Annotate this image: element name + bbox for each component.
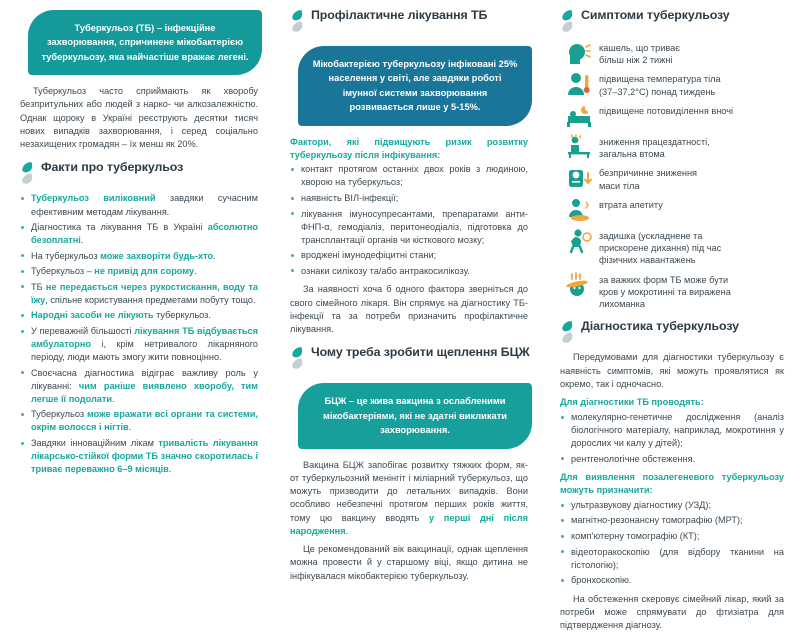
facts-heading <box>20 160 268 185</box>
column-two <box>276 4 538 581</box>
fact-item: Завдяки інноваційним лікам тривалість лікування лікарсько-стійкої форми ТБ значно скоротилась і триває переважно 6–9 місяців. <box>20 437 258 476</box>
column-three <box>546 4 794 631</box>
bcg-callout: БЦЖ – це жива вакцина з ослабленими мікобактеріями, які не здатні викликати захворювання. <box>298 383 532 448</box>
symptom-row <box>566 71 786 97</box>
intro-paragraph: Туберкульоз часто сприймають як хворобу безпритульних або людей з нарко- чи алкозалежністю. Однак щороку в Україні реєструють десятки тисяч нових випадків захворювання, і серед соціально незахищених громадян – їх менш як 20%. <box>20 86 258 150</box>
risk-factor-item: наявність ВІЛ-інфекції; <box>290 192 528 205</box>
diagnostics-subhead-one: Для діагностики ТБ проводять: <box>560 397 704 408</box>
leaf-icon <box>290 345 304 370</box>
appetite-loss-plate-icon <box>566 197 592 223</box>
diagnostics-subhead-two: Для виявлення позалегеневого туберкульозу можуть призначити: <box>560 472 784 496</box>
leaf-icon <box>20 160 34 185</box>
symptom-label: безпричинне зниження маси тіла <box>599 168 698 191</box>
risk-factors-list <box>290 163 528 280</box>
symptom-label: за важких форм ТБ може бути кров у мокротинні та виражена лихоманка <box>599 274 731 310</box>
diagnostics-intro: Передумовами для діагностики туберкульозу є наявність симптомів, які можуть проявлятися як окремо, так і одночасно. <box>560 352 784 389</box>
diagnostic-method-item: комп'ютерну томографію (КТ); <box>560 530 784 543</box>
fact-item: На туберкульоз може захворіти будь-хто. <box>20 250 258 263</box>
diagnostics-list-two <box>560 499 784 590</box>
head-cough-icon <box>566 40 592 66</box>
diagnostics-outro: На обстеження скеровує сімейний лікар, який за потреби може спрямувати до фтизіатра для підтвердження діагнозу. <box>560 593 784 631</box>
symptom-row <box>566 134 786 160</box>
diagnostic-method-item: молекулярно-генетичне дослідження (аналіз біологічного матеріалу, наприклад, мокротиння у дорослих чи калу у дітей); <box>560 411 784 450</box>
weight-loss-scale-icon <box>566 165 592 191</box>
symptoms-list <box>546 40 794 315</box>
risk-factor-item: ознаки силікозу та/або антракосилікозу. <box>290 265 528 278</box>
symptom-label: підвищена температура тіла (37–37,2°C) понад тиждень <box>599 74 721 97</box>
fact-item: У переважній більшості лікування ТБ відбувається амбулаторно і, крім нетривалого лікарняного періоду, люди мають змогу жити повноцінно. <box>20 325 258 364</box>
bcg-p1-c: . <box>345 525 349 536</box>
leaf-icon <box>290 8 304 33</box>
leaf-icon <box>560 8 574 33</box>
preventive-heading <box>290 8 538 33</box>
night-sweats-bed-icon <box>566 103 592 129</box>
symptom-row <box>566 40 786 66</box>
fatigue-desk-icon <box>566 134 592 160</box>
diagnostics-heading-text: Діагностика туберкульозу <box>581 319 739 334</box>
blood-sputum-fever-icon <box>566 272 592 298</box>
diagnostic-method-item: бронхоскопію. <box>560 574 784 587</box>
fact-item: Туберкульоз – не привід для сорому. <box>20 265 258 278</box>
fact-item: Народні засоби не лікують туберкульоз. <box>20 309 258 322</box>
bcg-heading-text: Чому треба зробити щеплення БЦЖ <box>311 345 530 360</box>
fact-item: Діагностика та лікування ТБ в Україні абсолютно безоплатні. <box>20 221 258 247</box>
bcg-paragraph-one <box>290 459 528 539</box>
bcg-paragraph-two: Це рекомендований вік вакцинації, однак щеплення можна провести й у старшому віці, якщо дитина не інфікувалася мікобактерією туберкульозу. <box>290 544 528 581</box>
risk-factor-item: контакт протягом останніх двох років з людиною, хворою на туберкульоз; <box>290 163 528 189</box>
shortness-breath-icon <box>566 228 592 254</box>
symptom-row <box>566 197 786 223</box>
symptom-label: підвищене потовиділення вночі <box>599 105 734 116</box>
bcg-p1-a: Вакцина БЦЖ запобігає розвитку тяжких форм, як-от туберкульозний менінгіт і міліарний туберкульоз, що можуть призводити до летальних випадків. Вони особливо небезпечні протягом перших років життя, тому цю вакцину вводять <box>290 459 528 523</box>
symptom-label: кашель, що триває більш ніж 2 тижні <box>599 43 680 66</box>
symptom-row <box>566 103 786 129</box>
risk-factors-intro: Фактори, які підвищують ризик розвитку туберкульозу після інфікування: <box>290 136 528 160</box>
facts-list <box>20 192 258 478</box>
symptom-label: зниження працездатності, загальна втома <box>599 136 710 160</box>
fact-item: Туберкульоз може вражати всі органи та системи, окрім волосся і нігтів. <box>20 408 258 434</box>
symptom-label: задишка (ускладнене та прискорене дихання) під час фізичних навантажень <box>599 230 722 266</box>
diagnostic-method-item: магнітно-резонансну томографію (МРТ); <box>560 514 784 527</box>
bcg-p1-highlight: у перші дні після народження <box>290 512 528 536</box>
symptom-row <box>566 272 786 311</box>
diagnostic-method-item: відеоторакоскопію (для відбору тканини на гістологію); <box>560 546 784 572</box>
diagnostic-method-item: ультразвукову діагностику (УЗД); <box>560 499 784 512</box>
symptoms-heading-text: Симптоми туберкульозу <box>581 8 730 22</box>
column-one <box>6 4 268 536</box>
fact-item: Своєчасна діагностика відіграє важливу роль у лікуванні: чим раніше виявлено хворобу, тим легше її подолати. <box>20 367 258 406</box>
intro-callout: Туберкульоз (ТБ) – інфекційне захворювання, спричинене мікобактерією туберкульозу, яка найчастіше вражає легені. <box>28 10 262 75</box>
risk-factor-item: лікування імуносупресантами, препаратами анти-ФНП-α, гемодіаліз, перитонеодіаліз, підготовка до трансплантації органів чи кісткового мозку; <box>290 208 528 247</box>
diagnostic-method-item: рентгенологічне обстеження. <box>560 453 784 466</box>
diagnostics-list-one <box>560 411 784 468</box>
facts-heading-text: Факти про туберкульоз <box>41 160 184 175</box>
leaf-icon <box>560 319 574 344</box>
symptom-row <box>566 165 786 191</box>
preventive-heading-text: Профілактичне лікування ТБ <box>311 8 488 22</box>
risk-outro-paragraph: За наявності хоча б одного фактора зверніться до свого сімейного лікаря. Він спрямує на діагностику ТБ-інфекції та за потреби призначить профілактичне лікування. <box>290 284 528 335</box>
diagnostics-heading <box>560 319 794 344</box>
symptom-label: втрата апетиту <box>599 199 663 210</box>
risk-factor-item: вроджені імунодефіцитні стани; <box>290 249 528 262</box>
infection-stats-callout: Мікобактерією туберкульозу інфіковані 25% населення у світі, але завдяки роботі імунної системи захворювання розвивається лише у 5-15%. <box>298 46 532 126</box>
symptom-row <box>566 228 786 267</box>
fact-item: ТБ не передається через рукостискання, воду та їжу, спільне користування предметами побуту тощо. <box>20 281 258 307</box>
fever-thermometer-icon <box>566 71 592 97</box>
symptoms-heading <box>560 8 794 33</box>
fact-item: Туберкульоз виліковний завдяки сучасним ефективним методам лікування. <box>20 192 258 218</box>
bcg-heading <box>290 345 538 370</box>
